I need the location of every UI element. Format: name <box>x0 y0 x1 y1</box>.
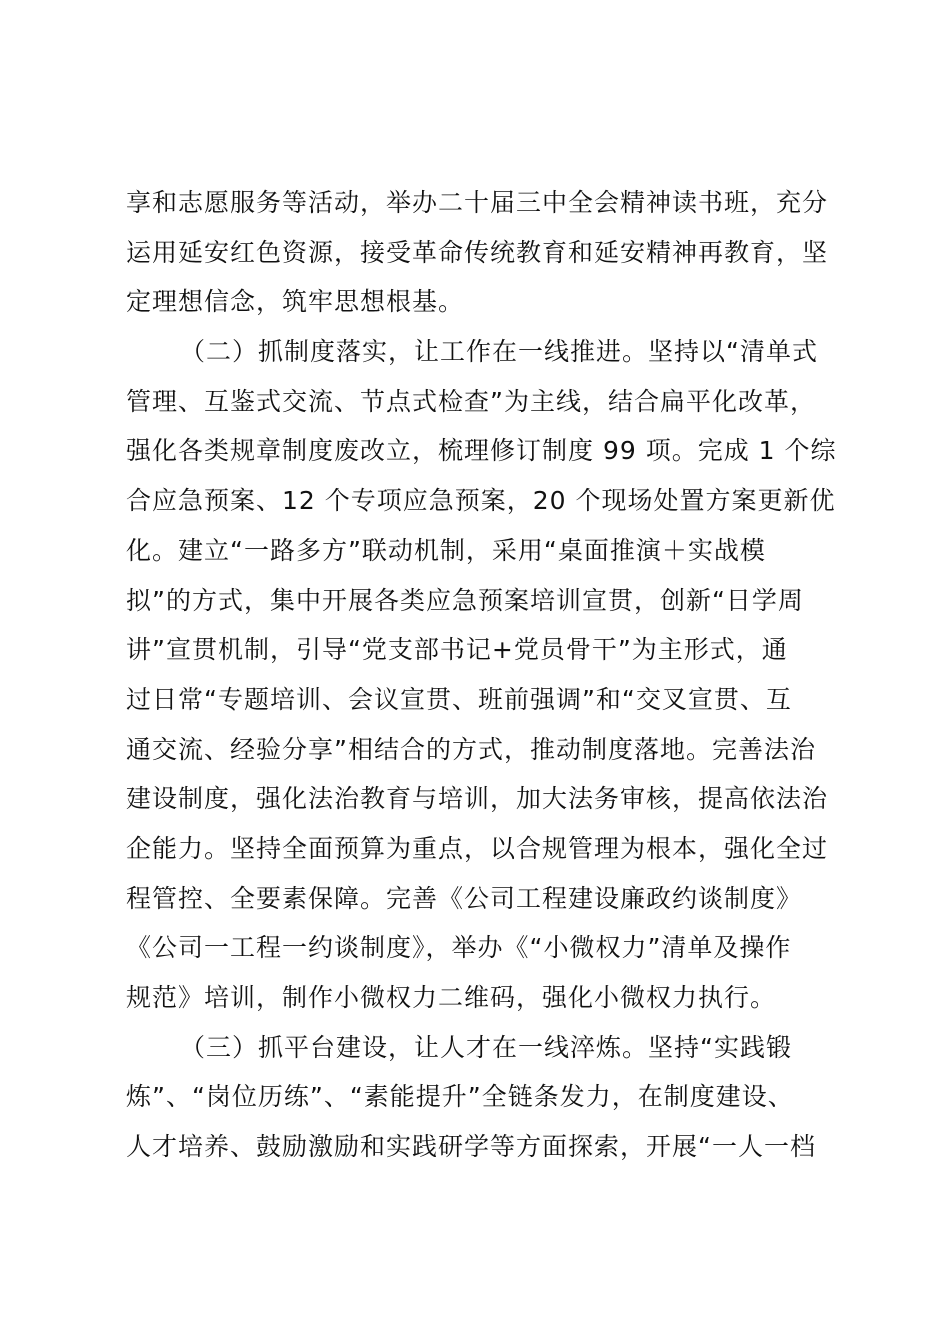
text-line: 炼”、“岗位历练”、“素能提升”全链条发力，在制度建设、 <box>126 1082 794 1112</box>
text-line: 规范》培训，制作小微权力二维码，强化小微权力执行。 <box>126 983 777 1012</box>
text-line: 化。建立“一路多方”联动机制，采用“桌面推演＋实战模 <box>126 535 766 565</box>
text-line: 管理、互鉴式交流、节点式检查”为主线，结合扁平化改革， <box>126 386 816 416</box>
text-line: 建设制度，强化法治教育与培训，加大法务审核，提高依法治 <box>126 784 829 814</box>
text-line: 企能力。坚持全面预算为重点，以合规管理为根本，强化全过 <box>126 833 829 863</box>
text-line: 讲”宣贯机制，引导“党支部书记+党员骨干”为主形式，通 <box>126 635 788 665</box>
text-line: 运用延安红色资源，接受革命传统教育和延安精神再教育，坚 <box>126 237 829 267</box>
text-line: 强化各类规章制度废改立，梳理修订制度 99 项。完成 1 个综 <box>126 436 837 466</box>
section-heading-line: （三）抓平台建设，让人才在一线淬炼。坚持“实践锻 <box>180 1032 792 1062</box>
text-line: 过日常“专题培训、会议宣贯、班前强调”和“交叉宣贯、互 <box>126 684 792 714</box>
section-heading-line: （二）抓制度落实，让工作在一线推进。坚持以“清单式 <box>180 337 818 367</box>
text-line: 《公司一工程一约谈制度》，举办《“小微权力”清单及操作 <box>126 933 792 963</box>
text-line: 合应急预案、12 个专项应急预案，20 个现场处置方案更新优 <box>126 486 836 516</box>
text-line: 人才培养、鼓励激励和实践研学等方面探索，开展“一人一档 <box>126 1132 816 1162</box>
text-line: 享和志愿服务等活动，举办二十届三中全会精神读书班，充分 <box>126 188 829 217</box>
text-line: 通交流、经验分享”相结合的方式，推动制度落地。完善法治 <box>126 734 816 764</box>
body-text <box>126 178 846 1172</box>
text-line: 程管控、全要素保障。完善《公司工程建设廉政约谈制度》 <box>126 883 803 913</box>
text-line: 定理想信念，筑牢思想根基。 <box>126 287 465 317</box>
text-line: 拟”的方式，集中开展各类应急预案培训宣贯，创新“日学周 <box>126 585 804 615</box>
